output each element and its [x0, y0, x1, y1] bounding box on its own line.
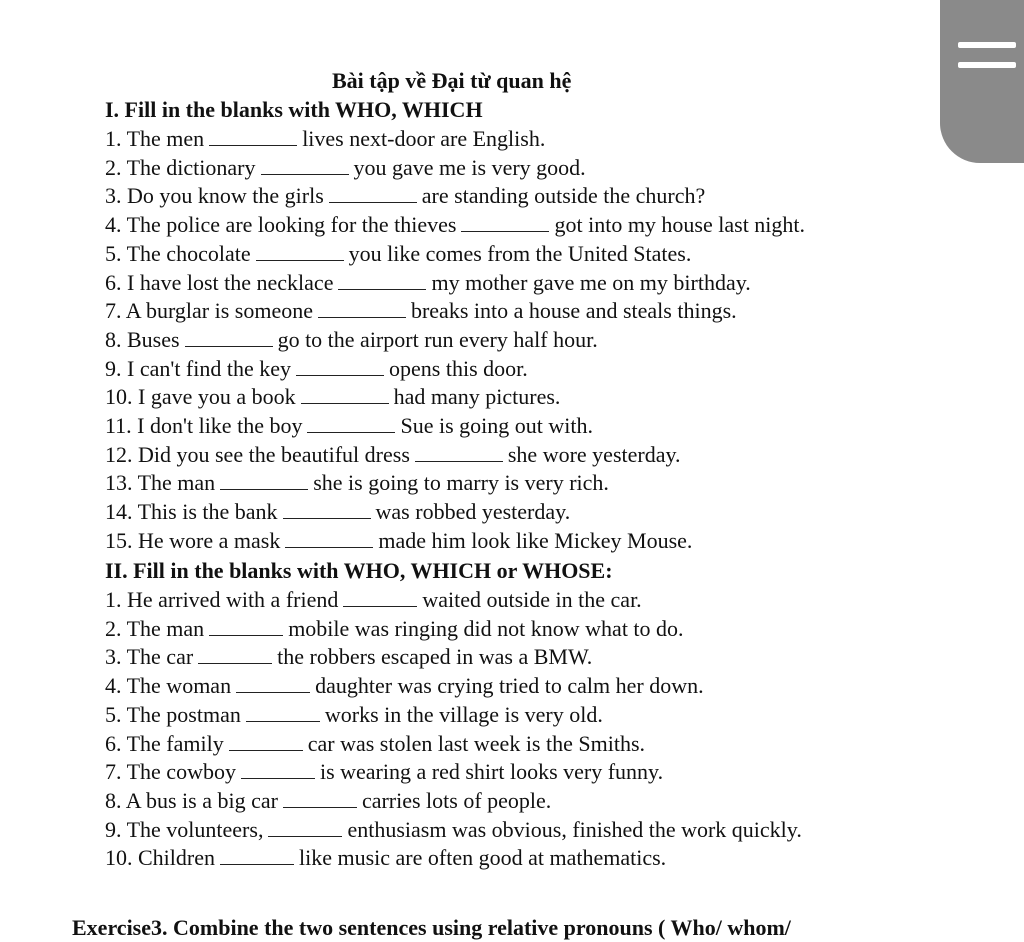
exercise-item — [105, 701, 603, 729]
exercise-item — [105, 498, 570, 526]
item-text-before: 8. Buses — [105, 326, 180, 352]
exercise-item — [105, 211, 805, 239]
exercise-item — [105, 240, 691, 268]
item-text-before: 4. The woman — [105, 673, 232, 699]
answer-blank — [261, 172, 349, 175]
item-text-after: she wore yesterday. — [507, 441, 681, 467]
exercise-3-heading: Exercise3. Combine the two sentences using relative pronouns ( Who/ whom/ — [72, 915, 791, 940]
item-text-after: Sue is going out with. — [400, 413, 593, 438]
item-text-before: 6. I have lost the necklace — [105, 269, 334, 295]
answer-blank — [285, 545, 373, 548]
item-text-before: 8. A bus is a big car — [105, 787, 278, 813]
answer-blank — [220, 487, 308, 490]
exercise-item — [105, 355, 528, 383]
exercise-item — [105, 441, 681, 469]
item-text-before: 2. The dictionary — [105, 154, 256, 180]
item-text-after: go to the airport run every half hour. — [277, 326, 598, 352]
section-1-heading: I. Fill in the blanks with WHO, WHICH — [105, 97, 483, 122]
item-text-after: you gave me is very good. — [353, 154, 586, 180]
item-text-before: 12. Did you see the beautiful dress — [105, 441, 410, 467]
item-text-after: car was stolen last week is the Smiths. — [307, 730, 646, 756]
exercise-item — [105, 182, 705, 210]
item-text-after: lives next-door are English. — [302, 126, 546, 151]
item-text-after: my mother gave me on my birthday. — [431, 269, 751, 295]
answer-blank — [283, 516, 371, 519]
item-text-after: works in the village is very old. — [324, 701, 603, 727]
item-text-after: breaks into a house and steals things. — [410, 298, 737, 324]
answer-blank — [296, 373, 384, 376]
item-text-after: is wearing a red shirt looks very funny. — [319, 759, 664, 785]
item-text-after: are standing outside the church? — [421, 183, 706, 209]
exercise-item — [105, 672, 704, 700]
answer-blank — [283, 805, 357, 808]
item-text-before: 2. The man — [105, 615, 205, 641]
item-text-before: 5. The postman — [105, 701, 241, 727]
exercise-item — [105, 816, 802, 844]
exercise-item — [105, 643, 592, 671]
exercise-item — [105, 586, 642, 614]
item-text-before: 10. Children — [105, 845, 215, 871]
answer-blank — [343, 604, 417, 607]
answer-blank — [198, 661, 272, 664]
page-title: Bài tập về Đại từ quan hệ — [332, 68, 572, 93]
menu-icon[interactable] — [958, 62, 1016, 68]
item-text-after: mobile was ringing did not know what to do. — [288, 615, 684, 641]
answer-blank — [329, 200, 417, 203]
exercise-item — [105, 383, 560, 411]
item-text-before: 9. I can't find the key — [105, 355, 292, 381]
scroll-handle[interactable] — [940, 0, 1024, 163]
item-text-after: opens this door. — [389, 355, 528, 381]
exercise-item — [105, 125, 545, 153]
answer-blank — [256, 258, 344, 261]
exercise-item — [105, 297, 737, 325]
answer-blank — [268, 834, 342, 837]
item-text-after: daughter was crying tried to calm her down. — [315, 673, 704, 699]
item-text-after: you like comes from the United States. — [348, 240, 692, 266]
answer-blank — [461, 229, 549, 232]
answer-blank — [318, 315, 406, 318]
item-text-before: 11. I don't like the boy — [105, 413, 303, 438]
exercise-item — [105, 730, 645, 758]
answer-blank — [241, 776, 315, 779]
menu-icon[interactable] — [958, 42, 1016, 48]
item-text-after: made him look like Mickey Mouse. — [378, 527, 693, 553]
exercise-item — [105, 469, 609, 497]
item-text-before: 15. He wore a mask — [105, 527, 281, 553]
answer-blank — [246, 719, 320, 722]
item-text-before: 4. The police are looking for the thieves — [105, 212, 457, 238]
item-text-before: 1. He arrived with a friend — [105, 587, 339, 612]
answer-blank — [185, 344, 273, 347]
item-text-before: 10. I gave you a book — [105, 384, 296, 410]
answer-blank — [220, 862, 294, 865]
exercise-item — [105, 154, 586, 182]
item-text-before: 7. A burglar is someone — [105, 298, 313, 324]
item-text-after: got into my house last night. — [554, 212, 806, 238]
exercise-item — [105, 412, 593, 440]
exercise-item — [105, 844, 666, 872]
item-text-before: 1. The men — [105, 126, 205, 151]
item-text-after: enthusiasm was obvious, finished the work quickly. — [347, 816, 802, 842]
answer-blank — [236, 690, 310, 693]
answer-blank — [229, 748, 303, 751]
exercise-item — [105, 527, 692, 555]
item-text-after: carries lots of people. — [361, 787, 552, 813]
item-text-before: 13. The man — [105, 470, 216, 496]
item-text-before: 3. Do you know the girls — [105, 183, 324, 209]
item-text-before: 3. The car — [105, 644, 194, 670]
answer-blank — [338, 287, 426, 290]
answer-blank — [209, 143, 297, 146]
item-text-after: waited outside in the car. — [422, 587, 642, 612]
answer-blank — [301, 401, 389, 404]
item-text-after: like music are often good at mathematics. — [299, 845, 667, 871]
exercise-item — [105, 758, 663, 786]
item-text-before: 6. The family — [105, 730, 224, 756]
exercise-item — [105, 269, 751, 297]
item-text-after: the robbers escaped in was a BMW. — [277, 644, 593, 670]
answer-blank — [209, 633, 283, 636]
item-text-before: 5. The chocolate — [105, 240, 251, 266]
item-text-before: 14. This is the bank — [105, 499, 278, 525]
section-2-heading: II. Fill in the blanks with WHO, WHICH or WHOSE: — [105, 558, 613, 583]
answer-blank — [307, 430, 395, 433]
exercise-item — [105, 326, 598, 354]
exercise-item — [105, 787, 551, 815]
item-text-after: had many pictures. — [393, 384, 561, 410]
item-text-after: was robbed yesterday. — [375, 499, 571, 525]
item-text-after: she is going to marry is very rich. — [313, 470, 609, 496]
item-text-before: 7. The cowboy — [105, 759, 236, 785]
answer-blank — [415, 459, 503, 462]
exercise-item — [105, 615, 684, 643]
item-text-before: 9. The volunteers, — [105, 816, 264, 842]
